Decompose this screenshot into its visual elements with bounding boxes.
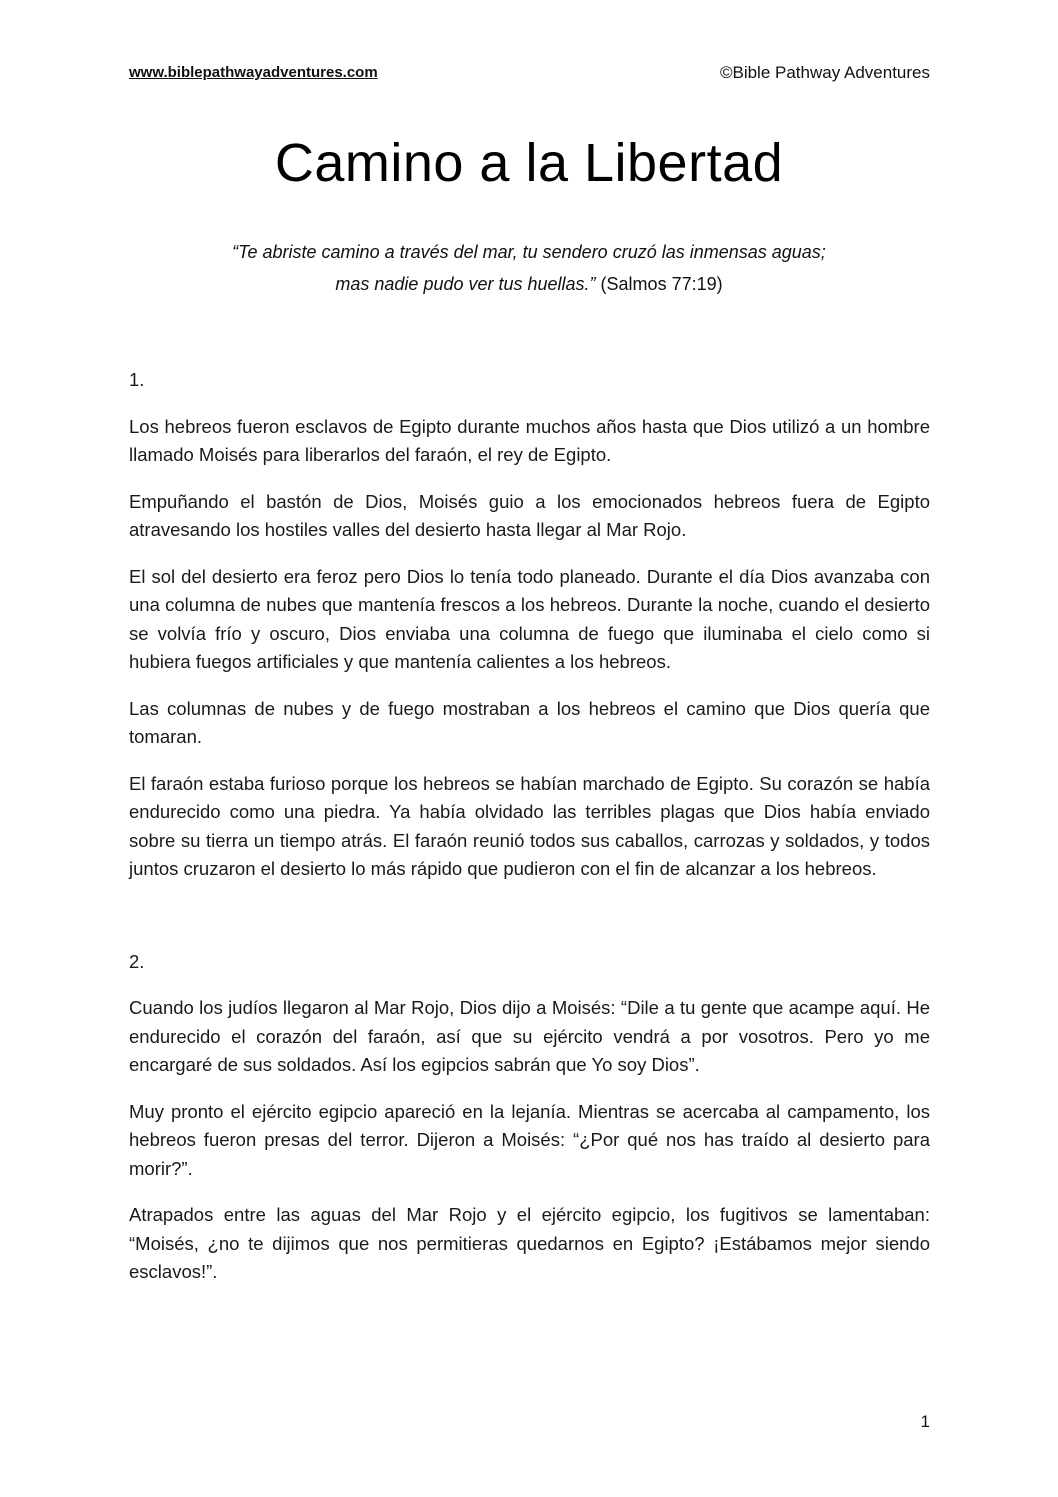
paragraph: El sol del desierto era feroz pero Dios lo tenía todo planeado. Durante el día Dios avanzaba con una columna de nubes que mantenía frescos a los hebreos. Durante la noche, cuando el desierto se volvía frío y oscuro, Dios enviaba una columna de fuego que iluminaba el cielo como si hubiera fuegos artificiales y que mantenía calientes a los hebreos. — [129, 565, 930, 672]
section-number: 2. — [129, 950, 145, 972]
epigraph — [0, 236, 1058, 300]
epigraph-reference: (Salmos 77:19) — [595, 274, 723, 294]
section-number: 1. — [129, 369, 145, 390]
paragraph: Empuñando el bastón de Dios, Moisés guio a los emocionados hebreos fuera de Egipto atravesando los hostiles valles del desierto hasta llegar al Mar Rojo. — [129, 490, 930, 540]
page-title: Camino a la Libertad — [274, 133, 784, 193]
section-2 — [129, 948, 930, 1287]
epigraph-quote-line-2: mas nadie pudo ver tus huellas.” — [335, 274, 596, 294]
paragraph: Cuando los judíos llegaron al Mar Rojo, Dios dijo a Moisés: “Dile a tu gente que acampe aquí. He endurecido el corazón del faraón, así que su ejército vendrá a por vosotros. Pero yo me encargaré de sus soldados. Así los egipcios sabrán que Yo soy Dios”. — [129, 997, 930, 1075]
paragraph: Muy pronto el ejército egipcio apareció en la lejanía. Mientras se acercaba al campamento, los hebreos fueron presas del terror. Dijeron a Moisés: “¿Por qué nos has traído al desierto para morir?”. — [129, 1100, 930, 1179]
paragraph: Las columnas de nubes y de fuego mostraban a los hebreos el camino que Dios quería que tomaran. — [129, 697, 930, 747]
epigraph-quote-line-1: “Te abriste camino a través del mar, tu sendero cruzó las inmensas aguas; — [232, 242, 826, 262]
page-number: 1 — [920, 1412, 930, 1431]
paragraph: El faraón estaba furioso porque los hebreos se habían marchado de Egipto. Su corazón se había endurecido como una piedra. Ya había olvidado las terribles plagas que Dios había enviado sobre su tierra un tiempo atrás. El faraón reunió todos sus caballos, carrozas y soldados, y todos juntos cruzaron el desierto lo más rápido que pudieron con el fin de alcanzar a los hebreos. — [129, 772, 930, 879]
website-link[interactable]: www.biblepathwayadventures.com — [129, 64, 378, 81]
paragraph: Atrapados entre las aguas del Mar Rojo y el ejército egipcio, los fugitivos se lamentaban: “Moisés, ¿no te dijimos que nos permitieras quedarnos en Egipto? ¡Estábamos mejor siendo esclavos!”. — [129, 1204, 930, 1282]
copyright-notice: ©Bible Pathway Adventures — [719, 63, 930, 82]
paragraph: Los hebreos fueron esclavos de Egipto durante muchos años hasta que Dios utilizó a un hombre llamado Moisés para liberarlos del faraón, el rey de Egipto. — [129, 415, 930, 465]
section-1 — [129, 366, 930, 884]
story-content — [129, 366, 930, 1305]
